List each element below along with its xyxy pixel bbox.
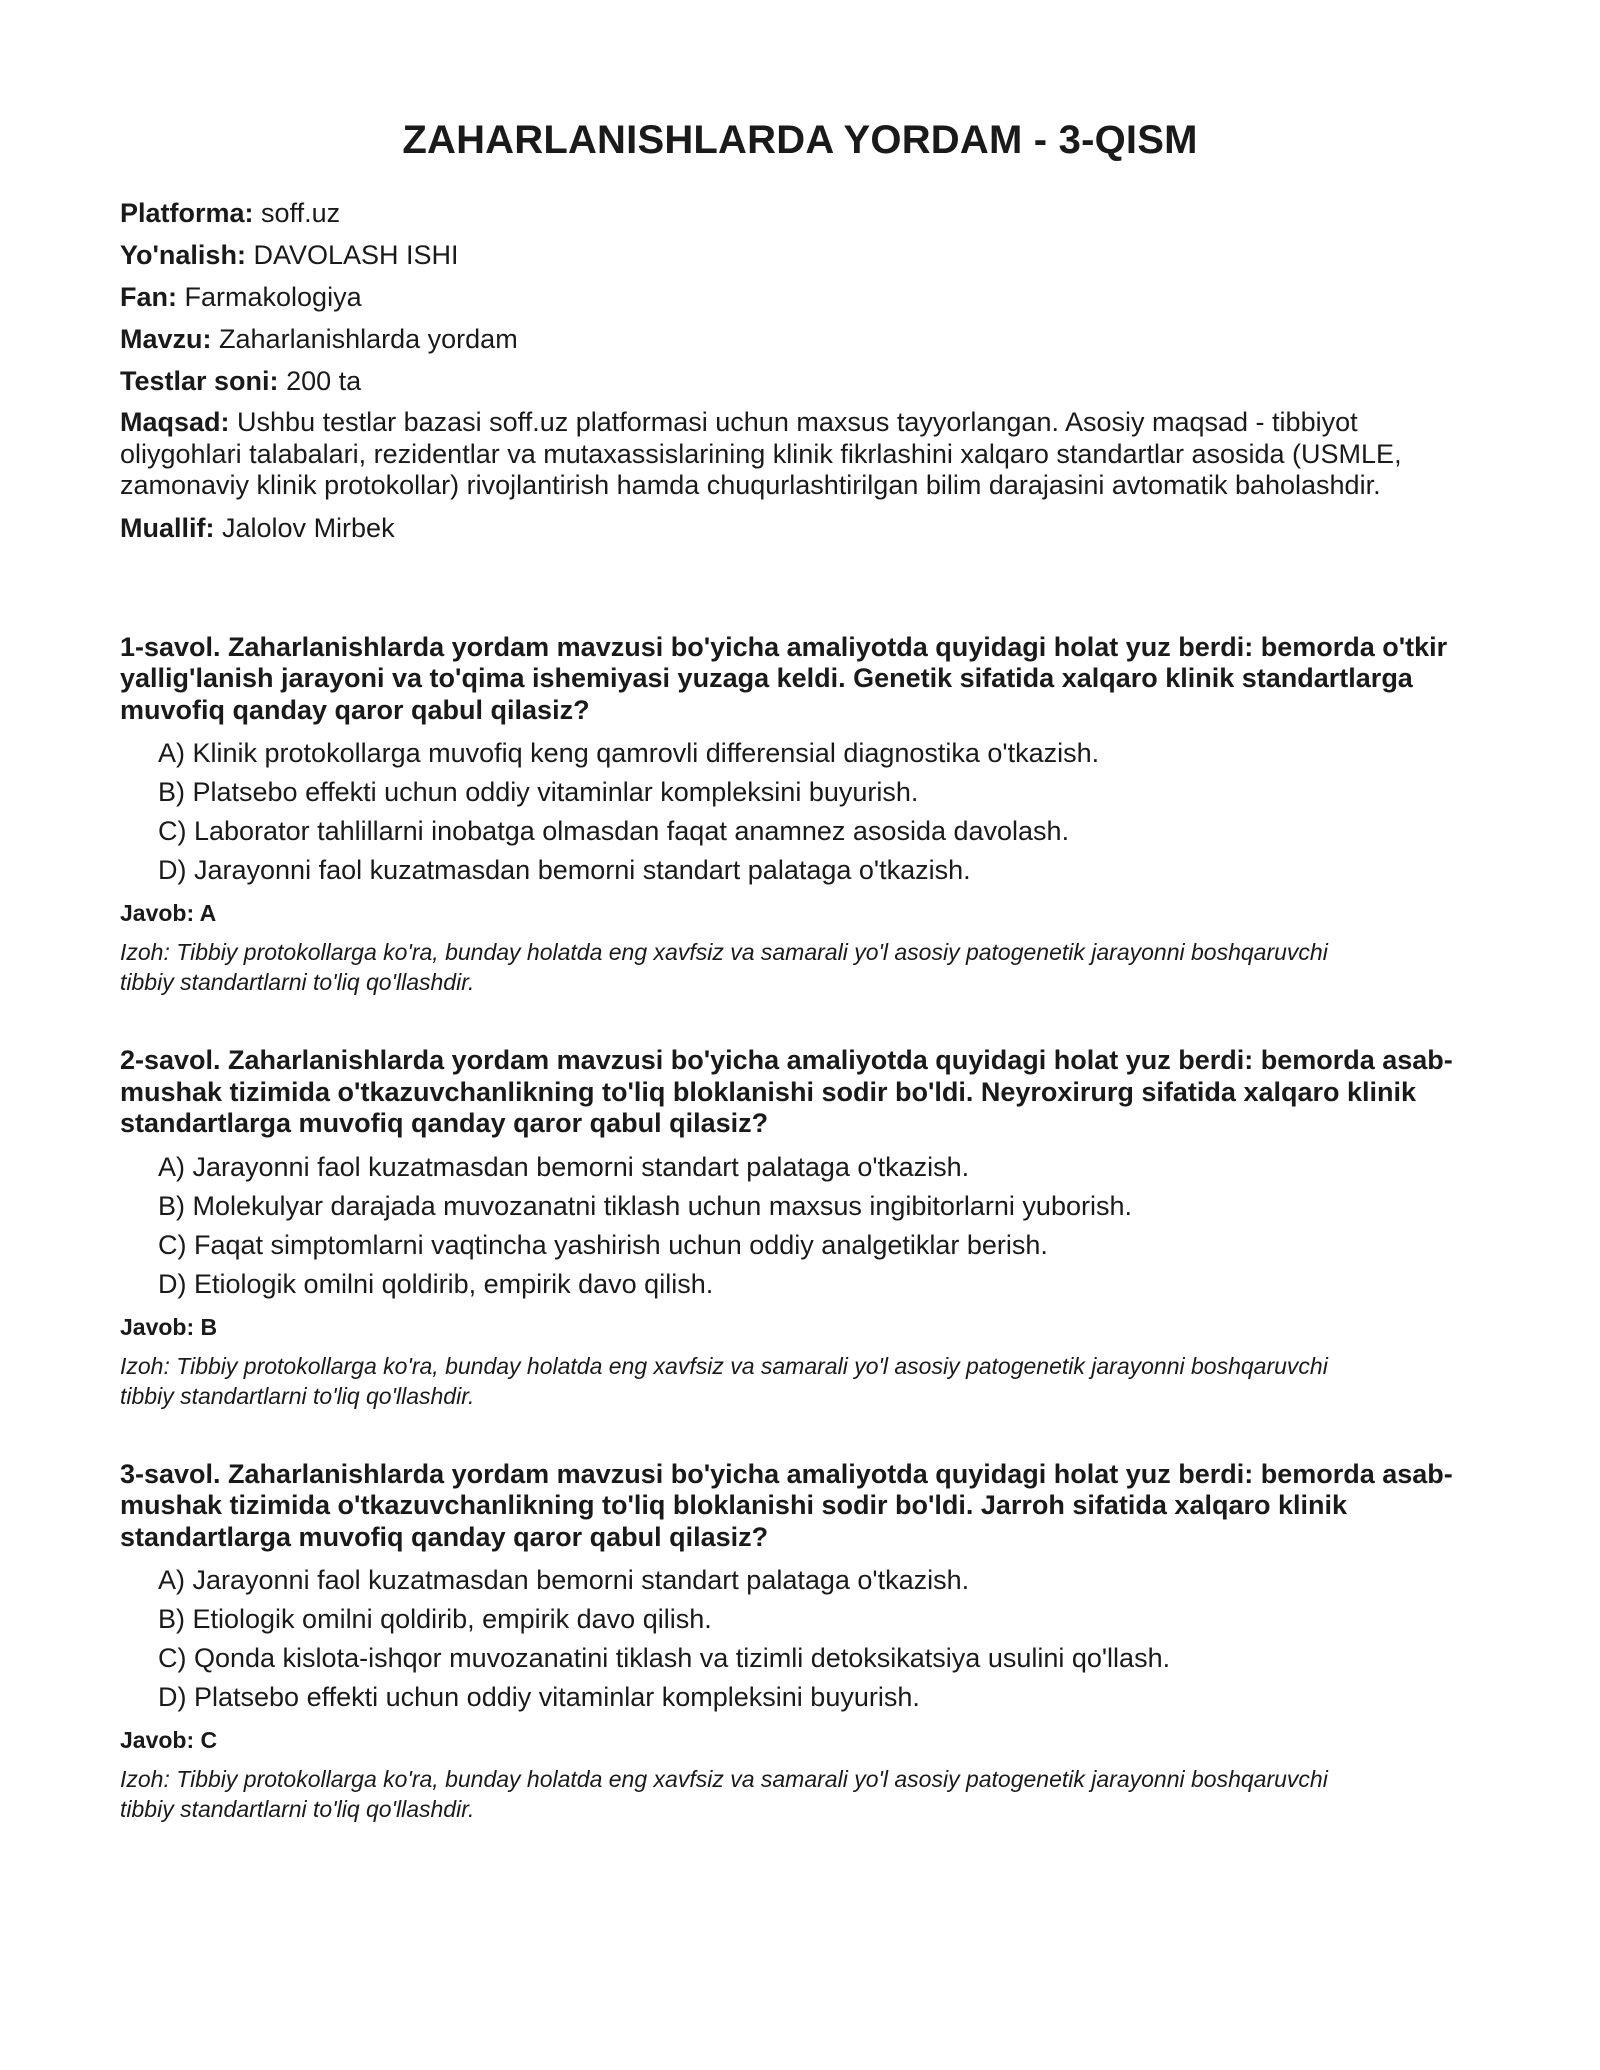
answer-key: Javob: B (120, 1313, 218, 1340)
meta-value: 200 ta (286, 366, 362, 396)
meta-label: Platforma: (120, 198, 254, 228)
meta-label: Muallif: (120, 512, 215, 543)
page-title: ZAHARLANISHLARDA YORDAM - 3-QISM (402, 118, 1198, 162)
meta-test-count (120, 365, 1480, 397)
document-page (120, 118, 1480, 1872)
meta-author (120, 512, 1480, 544)
question-list (120, 632, 1480, 1825)
explanation: Izoh: Tibbiy protokollarga ko'ra, bunday holatda eng xavfsiz va samarali yo'l asosiy patogenetik jarayonni boshqaruvchi tibbiy standartlarni to'liq qo'llashdir. (120, 1766, 1328, 1822)
meta-label: Mavzu: (120, 324, 212, 354)
question-1 (120, 632, 1480, 998)
explanation: Izoh: Tibbiy protokollarga ko'ra, bunday holatda eng xavfsiz va samarali yo'l asosiy patogenetik jarayonni boshqaruvchi tibbiy standartlarni to'liq qo'llashdir. (120, 1352, 1328, 1409)
meta-label: Testlar soni: (120, 366, 279, 396)
question-text: 2-savol. Zaharlanishlarda yordam mavzusi bo'yicha amaliyotda quyidagi holat yuz berdi: bemorda asab-mushak tizimida o'tkazuvchanlikning to'liq bloklanishi sodir bo'ldi. Neyroxirurg sifatida xalqaro klinik standartlarga muvofiq qanday qaror qabul qilasiz? (120, 1045, 1453, 1138)
meta-value: Zaharlanishlarda yordam (219, 324, 518, 354)
meta-value: Jalolov Mirbek (222, 512, 395, 543)
meta-label: Fan: (120, 282, 177, 312)
meta-direction (120, 239, 1480, 271)
meta-label: Maqsad: (120, 407, 230, 437)
answer-key: Javob: C (120, 1727, 218, 1753)
option-d: D) Etiologik omilni qoldirib, empirik davo qilish. (158, 1268, 714, 1299)
option-a: A) Klinik protokollarga muvofiq keng qamrovli differensial diagnostika o'tkazish. (158, 738, 1100, 768)
answer-key: Javob: A (120, 900, 217, 926)
meta-value: Farmakologiya (184, 282, 362, 312)
option-c: C) Qonda kislota-ishqor muvozanatini tiklash va tizimli detoksikatsiya usulini qo'llash. (158, 1643, 1171, 1673)
option-a: A) Jarayonni faol kuzatmasdan bemorni standart palataga o'tkazish. (158, 1151, 970, 1182)
answer-options (120, 1565, 1480, 1713)
question-text: 1-savol. Zaharlanishlarda yordam mavzusi bo'yicha amaliyotda quyidagi holat yuz berdi: bemorda o'tkir yallig'lanish jarayoni va to'qima ishemiyasi yuzaga keldi. Genetik sifatida xalqaro klinik standartlarga muvofiq qanday qaror qabul qilasiz? (120, 631, 1448, 725)
option-d: D) Platsebo effekti uchun oddiy vitaminlar kompleksini buyurish. (158, 1682, 920, 1712)
answer-options (120, 738, 1480, 886)
option-b: B) Etiologik omilni qoldirib, empirik davo qilish. (158, 1604, 712, 1634)
document-meta (120, 197, 1480, 544)
meta-value: DAVOLASH ISHI (253, 240, 459, 270)
question-3 (120, 1459, 1480, 1825)
option-d: D) Jarayonni faol kuzatmasdan bemorni standart palataga o'tkazish. (158, 855, 971, 885)
meta-value: soff.uz (261, 198, 341, 228)
meta-label: Yo'nalish: (120, 240, 246, 270)
option-b: B) Platsebo effekti uchun oddiy vitaminlar kompleksini buyurish. (158, 777, 919, 807)
meta-subject (120, 281, 1480, 313)
question-text: 3-savol. Zaharlanishlarda yordam mavzusi bo'yicha amaliyotda quyidagi holat yuz berdi: bemorda asab-mushak tizimida o'tkazuvchanlikning to'liq bloklanishi sodir bo'ldi. Jarroh sifatida xalqaro klinik standartlarga muvofiq qanday qaror qabul qilasiz? (120, 1458, 1453, 1552)
question-2 (120, 1045, 1480, 1411)
meta-goal (120, 407, 1480, 502)
answer-options (120, 1152, 1480, 1300)
option-b: B) Molekulyar darajada muvozanatni tiklash uchun maxsus ingibitorlarni yuborish. (158, 1190, 1132, 1221)
option-c: C) Laborator tahlillarni inobatga olmasdan faqat anamnez asosida davolash. (158, 816, 1070, 846)
option-c: C) Faqat simptomlarni vaqtincha yashirish uchun oddiy analgetiklar berish. (158, 1229, 1048, 1260)
meta-value: Ushbu testlar bazasi soff.uz platformasi uchun maxsus tayyorlangan. Asosiy maqsad - tibbiyot oliygohlari talabalari, rezidentlar va mutaxassislarining klinik fikrlashini xalqaro standartlar asosida (USMLE, zamonaviy klinik protokollar) rivojlantirish hamda chuqurlashtirilgan bilim darajasini avtomatik baholashdir. (120, 407, 1402, 500)
meta-topic (120, 323, 1480, 355)
meta-platform (120, 197, 1480, 229)
option-a: A) Jarayonni faol kuzatmasdan bemorni standart palataga o'tkazish. (158, 1565, 970, 1595)
explanation: Izoh: Tibbiy protokollarga ko'ra, bunday holatda eng xavfsiz va samarali yo'l asosiy patogenetik jarayonni boshqaruvchi tibbiy standartlarni to'liq qo'llashdir. (120, 939, 1328, 995)
